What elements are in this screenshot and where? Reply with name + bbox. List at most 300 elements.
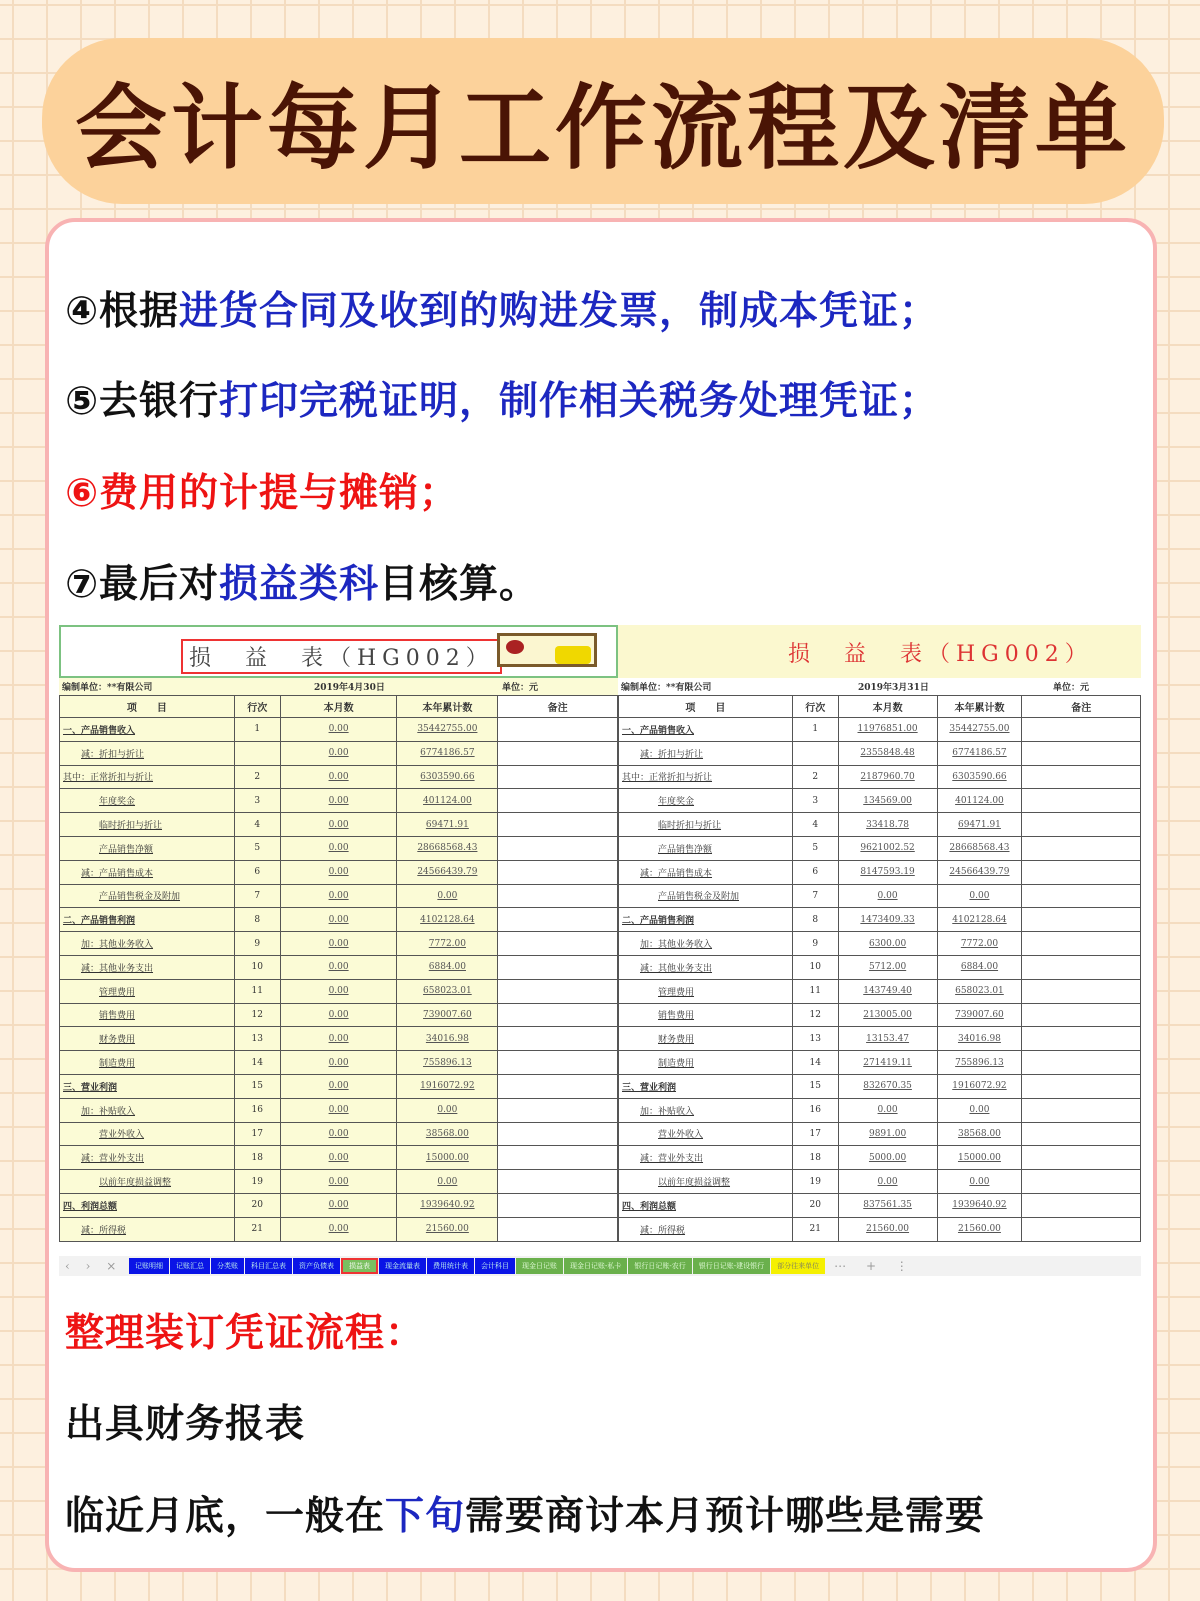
- item-cell[interactable]: 临时折扣与折让: [619, 813, 793, 837]
- row-number-cell[interactable]: 20: [792, 1193, 838, 1217]
- note-cell[interactable]: [1022, 1074, 1141, 1098]
- row-number-cell[interactable]: 6: [792, 860, 838, 884]
- note-cell[interactable]: [1022, 1122, 1141, 1146]
- month-amount-cell[interactable]: 837561.35: [838, 1193, 937, 1217]
- row-number-cell[interactable]: 14: [234, 1051, 280, 1075]
- item-cell[interactable]: 三、营业利润: [60, 1074, 235, 1098]
- row-number-cell[interactable]: 1: [792, 718, 838, 742]
- ytd-amount-cell[interactable]: 28668568.43: [937, 836, 1022, 860]
- note-cell[interactable]: [498, 1217, 618, 1241]
- item-cell[interactable]: 产品销售税金及附加: [619, 884, 793, 908]
- note-cell[interactable]: [498, 1027, 618, 1051]
- month-amount-cell[interactable]: 0.00: [280, 884, 397, 908]
- ytd-amount-cell[interactable]: 34016.98: [937, 1027, 1022, 1051]
- table-row: [60, 741, 618, 765]
- note-cell[interactable]: [498, 1146, 618, 1170]
- note-cell[interactable]: [498, 1074, 618, 1098]
- month-amount-cell[interactable]: 0.00: [280, 1122, 397, 1146]
- note-cell[interactable]: [1022, 1170, 1141, 1194]
- sheet-nav-buttons[interactable]: ‹ › ×: [65, 1259, 123, 1273]
- sheet-tab[interactable]: 费用统计表: [427, 1258, 474, 1274]
- column-header: 备注: [498, 696, 618, 718]
- ytd-amount-cell[interactable]: 38568.00: [937, 1122, 1022, 1146]
- month-amount-cell[interactable]: 0.00: [280, 932, 397, 956]
- row-number-cell[interactable]: 21: [792, 1217, 838, 1241]
- spreadsheet-screenshot: [59, 625, 1141, 1276]
- row-number-cell[interactable]: 14: [792, 1051, 838, 1075]
- table-row: [60, 765, 618, 789]
- month-amount-cell[interactable]: 0.00: [280, 908, 397, 932]
- item-cell[interactable]: 其中：正常折扣与折让: [619, 765, 793, 789]
- row-number-cell[interactable]: 4: [234, 813, 280, 837]
- table-row: [619, 836, 1141, 860]
- table-row: [619, 1074, 1141, 1098]
- month-amount-cell[interactable]: 213005.00: [838, 1003, 937, 1027]
- item-cell[interactable]: 三、营业利润: [619, 1074, 793, 1098]
- table-row: [619, 955, 1141, 979]
- item-cell[interactable]: 加：补贴收入: [619, 1098, 793, 1122]
- note-cell[interactable]: [498, 1003, 618, 1027]
- note-cell[interactable]: [498, 955, 618, 979]
- ytd-amount-cell[interactable]: 24566439.79: [397, 860, 498, 884]
- month-amount-cell[interactable]: 0.00: [280, 860, 397, 884]
- sheet-tab[interactable]: 现金日记账-私卡: [564, 1258, 627, 1274]
- add-sheet-button[interactable]: ⋯ + ⋮: [834, 1259, 916, 1273]
- row-number-cell[interactable]: 8: [792, 908, 838, 932]
- row-number-cell[interactable]: 7: [792, 884, 838, 908]
- column-header: 本年累计数: [397, 696, 498, 718]
- table-row: [619, 1098, 1141, 1122]
- note-cell[interactable]: [1022, 884, 1141, 908]
- item-cell[interactable]: 减：所得税: [60, 1217, 235, 1241]
- item-cell[interactable]: 减：其他业务支出: [60, 955, 235, 979]
- item-cell[interactable]: 财务费用: [60, 1027, 235, 1051]
- row-number-cell[interactable]: 3: [234, 789, 280, 813]
- row-number-cell[interactable]: 2: [792, 765, 838, 789]
- item-cell[interactable]: 四、利润总额: [60, 1193, 235, 1217]
- table-row: [619, 860, 1141, 884]
- item-cell[interactable]: 减：营业外支出: [619, 1146, 793, 1170]
- row-number-cell[interactable]: 19: [792, 1170, 838, 1194]
- table-row: [60, 1217, 618, 1241]
- text-segment: 整理装订凭证流程：: [65, 1311, 426, 1356]
- month-amount-cell[interactable]: 0.00: [838, 1170, 937, 1194]
- text-line: [65, 553, 539, 609]
- row-number-cell[interactable]: 19: [234, 1170, 280, 1194]
- table-row: [619, 1170, 1141, 1194]
- ytd-amount-cell[interactable]: 1916072.92: [397, 1074, 498, 1098]
- column-header: 项 目: [60, 696, 235, 718]
- month-amount-cell[interactable]: 0.00: [280, 955, 397, 979]
- ytd-amount-cell[interactable]: 7772.00: [937, 932, 1022, 956]
- item-cell[interactable]: 减：营业外支出: [60, 1146, 235, 1170]
- table-row: [619, 765, 1141, 789]
- month-amount-cell[interactable]: 0.00: [280, 836, 397, 860]
- note-cell[interactable]: [498, 836, 618, 860]
- table-row: [619, 908, 1141, 932]
- table-row: [60, 979, 618, 1003]
- item-cell[interactable]: 制造费用: [60, 1051, 235, 1075]
- row-number-cell[interactable]: 17: [234, 1122, 280, 1146]
- ytd-amount-cell[interactable]: 38568.00: [397, 1122, 498, 1146]
- item-cell[interactable]: 其中：正常折扣与折让: [60, 765, 235, 789]
- column-header: 行次: [234, 696, 280, 718]
- row-number-cell[interactable]: 13: [234, 1027, 280, 1051]
- row-number-cell[interactable]: 16: [792, 1098, 838, 1122]
- row-number-cell[interactable]: 6: [234, 860, 280, 884]
- sheet-tab-bar: [59, 1256, 1141, 1276]
- ytd-amount-cell[interactable]: 15000.00: [397, 1146, 498, 1170]
- month-amount-cell[interactable]: 0.00: [280, 1051, 397, 1075]
- month-amount-cell[interactable]: 134569.00: [838, 789, 937, 813]
- row-number-cell[interactable]: 8: [234, 908, 280, 932]
- ytd-amount-cell[interactable]: 21560.00: [937, 1217, 1022, 1241]
- ytd-amount-cell[interactable]: 35442755.00: [937, 718, 1022, 742]
- table-row: [619, 813, 1141, 837]
- note-cell[interactable]: [1022, 813, 1141, 837]
- item-cell[interactable]: 财务费用: [619, 1027, 793, 1051]
- month-amount-cell[interactable]: 0.00: [280, 789, 397, 813]
- row-number-cell[interactable]: 18: [792, 1146, 838, 1170]
- sheet-title: 损 益 表（HG002）: [788, 642, 1093, 667]
- item-cell[interactable]: 一、产品销售收入: [619, 718, 793, 742]
- table-row: [60, 932, 618, 956]
- table-row: [619, 1217, 1141, 1241]
- row-number-cell[interactable]: 10: [234, 955, 280, 979]
- row-number-cell[interactable]: 11: [792, 979, 838, 1003]
- month-amount-cell[interactable]: 271419.11: [838, 1051, 937, 1075]
- ytd-amount-cell[interactable]: 658023.01: [397, 979, 498, 1003]
- note-cell[interactable]: [1022, 836, 1141, 860]
- month-amount-cell[interactable]: 21560.00: [838, 1217, 937, 1241]
- item-cell[interactable]: 减：产品销售成本: [60, 860, 235, 884]
- sheet-tab[interactable]: 损益表: [341, 1258, 378, 1274]
- row-number-cell[interactable]: 11: [234, 979, 280, 1003]
- note-cell[interactable]: [1022, 718, 1141, 742]
- ytd-amount-cell[interactable]: 6884.00: [397, 955, 498, 979]
- ytd-amount-cell[interactable]: 6303590.66: [937, 765, 1022, 789]
- text-line: [65, 1485, 985, 1541]
- sheet-tab[interactable]: 银行日记账-建设银行: [693, 1258, 770, 1274]
- ytd-amount-cell[interactable]: 0.00: [937, 1098, 1022, 1122]
- row-number-cell[interactable]: 7: [234, 884, 280, 908]
- month-amount-cell[interactable]: 0.00: [280, 1146, 397, 1170]
- text-segment: 出具财务报表: [65, 1402, 306, 1447]
- item-cell[interactable]: 产品销售税金及附加: [60, 884, 235, 908]
- table-row: [60, 1003, 618, 1027]
- note-cell[interactable]: [1022, 1098, 1141, 1122]
- table-row: [60, 836, 618, 860]
- ytd-amount-cell[interactable]: 34016.98: [397, 1027, 498, 1051]
- month-amount-cell[interactable]: 0.00: [280, 741, 397, 765]
- note-cell[interactable]: [1022, 1217, 1141, 1241]
- ytd-amount-cell[interactable]: 4102128.64: [397, 908, 498, 932]
- ytd-amount-cell[interactable]: 0.00: [397, 1170, 498, 1194]
- note-cell[interactable]: [1022, 932, 1141, 956]
- ytd-amount-cell[interactable]: 24566439.79: [937, 860, 1022, 884]
- month-amount-cell[interactable]: 0.00: [280, 1098, 397, 1122]
- month-amount-cell[interactable]: 11976851.00: [838, 718, 937, 742]
- ytd-amount-cell[interactable]: 739007.60: [397, 1003, 498, 1027]
- item-cell[interactable]: 减：所得税: [619, 1217, 793, 1241]
- table-row: [60, 884, 618, 908]
- table-row: [619, 741, 1141, 765]
- row-number-cell[interactable]: 21: [234, 1217, 280, 1241]
- month-amount-cell[interactable]: 33418.78: [838, 813, 937, 837]
- table-row: [619, 1003, 1141, 1027]
- sheet-tab[interactable]: 记账明细: [129, 1258, 169, 1274]
- item-cell[interactable]: 销售费用: [619, 1003, 793, 1027]
- row-number-cell[interactable]: 12: [234, 1003, 280, 1027]
- currency-unit: 单位：元: [502, 683, 539, 693]
- item-cell[interactable]: 营业外收入: [619, 1122, 793, 1146]
- table-row: [60, 789, 618, 813]
- table-row: [60, 1146, 618, 1170]
- month-amount-cell[interactable]: 832670.35: [838, 1074, 937, 1098]
- note-cell[interactable]: [498, 1170, 618, 1194]
- row-number-cell[interactable]: 2: [234, 765, 280, 789]
- table-row: [60, 860, 618, 884]
- month-amount-cell[interactable]: 6300.00: [838, 932, 937, 956]
- month-amount-cell[interactable]: 0.00: [280, 979, 397, 1003]
- month-amount-cell[interactable]: 0.00: [280, 765, 397, 789]
- ytd-amount-cell[interactable]: 755896.13: [937, 1051, 1022, 1075]
- month-amount-cell[interactable]: 0.00: [280, 1003, 397, 1027]
- note-cell[interactable]: [1022, 1003, 1141, 1027]
- sheet-tab[interactable]: 记账汇总: [170, 1258, 210, 1274]
- note-cell[interactable]: [1022, 860, 1141, 884]
- ytd-amount-cell[interactable]: 1939640.92: [937, 1193, 1022, 1217]
- ytd-amount-cell[interactable]: 0.00: [397, 1098, 498, 1122]
- row-number-cell[interactable]: 15: [792, 1074, 838, 1098]
- month-amount-cell[interactable]: 2355848.48: [838, 741, 937, 765]
- row-number-cell[interactable]: 3: [792, 789, 838, 813]
- note-cell[interactable]: [1022, 765, 1141, 789]
- month-amount-cell[interactable]: 0.00: [280, 1193, 397, 1217]
- sheet-tab[interactable]: 分类账: [211, 1258, 244, 1274]
- row-number-cell[interactable]: 4: [792, 813, 838, 837]
- month-amount-cell[interactable]: 0.00: [838, 1098, 937, 1122]
- item-cell[interactable]: 加：补贴收入: [60, 1098, 235, 1122]
- note-cell[interactable]: [498, 741, 618, 765]
- row-number-cell[interactable]: 1: [234, 718, 280, 742]
- item-cell[interactable]: 年度奖金: [60, 789, 235, 813]
- item-cell[interactable]: 减：折扣与折让: [619, 741, 793, 765]
- note-cell[interactable]: [1022, 979, 1141, 1003]
- month-amount-cell[interactable]: 8147593.19: [838, 860, 937, 884]
- note-cell[interactable]: [498, 884, 618, 908]
- item-cell[interactable]: 减：其他业务支出: [619, 955, 793, 979]
- item-cell[interactable]: 以前年度损益调整: [619, 1170, 793, 1194]
- sheet-tab[interactable]: 会计科目: [475, 1258, 515, 1274]
- text-segment: ⑤去银行: [65, 379, 220, 424]
- month-amount-cell[interactable]: 2187960.70: [838, 765, 937, 789]
- item-cell[interactable]: 临时折扣与折让: [60, 813, 235, 837]
- note-cell[interactable]: [498, 932, 618, 956]
- item-cell[interactable]: 管理费用: [619, 979, 793, 1003]
- note-cell[interactable]: [498, 1193, 618, 1217]
- item-cell[interactable]: 以前年度损益调整: [60, 1170, 235, 1194]
- ytd-amount-cell[interactable]: 21560.00: [397, 1217, 498, 1241]
- item-cell[interactable]: 一、产品销售收入: [60, 718, 235, 742]
- note-cell[interactable]: [498, 765, 618, 789]
- text-segment: 进货合同及收到的购进发票，制成本凭证；: [179, 289, 940, 334]
- text-line: [65, 1302, 425, 1358]
- month-amount-cell[interactable]: 0.00: [838, 884, 937, 908]
- month-amount-cell[interactable]: 0.00: [280, 1074, 397, 1098]
- text-line: [65, 370, 939, 426]
- row-number-cell[interactable]: 18: [234, 1146, 280, 1170]
- ytd-amount-cell[interactable]: 6774186.57: [937, 741, 1022, 765]
- note-cell[interactable]: [498, 789, 618, 813]
- table-row: [619, 718, 1141, 742]
- ytd-amount-cell[interactable]: 1916072.92: [937, 1074, 1022, 1098]
- month-amount-cell[interactable]: 5000.00: [838, 1146, 937, 1170]
- table-row: [619, 884, 1141, 908]
- column-header: 本年累计数: [937, 696, 1022, 718]
- row-number-cell[interactable]: 5: [234, 836, 280, 860]
- item-cell[interactable]: 减：折扣与折让: [60, 741, 235, 765]
- ytd-amount-cell[interactable]: 6303590.66: [397, 765, 498, 789]
- note-cell[interactable]: [1022, 955, 1141, 979]
- table-row: [619, 789, 1141, 813]
- month-amount-cell[interactable]: 13153.47: [838, 1027, 937, 1051]
- ytd-amount-cell[interactable]: 6774186.57: [397, 741, 498, 765]
- month-amount-cell[interactable]: 0.00: [280, 1027, 397, 1051]
- table-row: [60, 1193, 618, 1217]
- month-amount-cell[interactable]: 0.00: [280, 718, 397, 742]
- sheet-tab[interactable]: 科目汇总表: [245, 1258, 292, 1274]
- table-row: [619, 1027, 1141, 1051]
- note-cell[interactable]: [498, 908, 618, 932]
- text-segment: 目核算。: [379, 562, 540, 607]
- item-cell[interactable]: 二、产品销售利润: [619, 908, 793, 932]
- note-cell[interactable]: [498, 813, 618, 837]
- ytd-amount-cell[interactable]: 401124.00: [937, 789, 1022, 813]
- table-row: [60, 813, 618, 837]
- month-amount-cell[interactable]: 0.00: [280, 1217, 397, 1241]
- note-cell[interactable]: [1022, 789, 1141, 813]
- row-number-cell[interactable]: 9: [792, 932, 838, 956]
- note-cell[interactable]: [1022, 1193, 1141, 1217]
- month-amount-cell[interactable]: 0.00: [280, 813, 397, 837]
- table-row: [619, 932, 1141, 956]
- note-cell[interactable]: [498, 1051, 618, 1075]
- note-cell[interactable]: [1022, 1146, 1141, 1170]
- row-number-cell[interactable]: 20: [234, 1193, 280, 1217]
- note-cell[interactable]: [1022, 908, 1141, 932]
- row-number-cell[interactable]: [234, 741, 280, 765]
- note-cell[interactable]: [498, 979, 618, 1003]
- item-cell[interactable]: 加：其他业务收入: [60, 932, 235, 956]
- table-row: [60, 908, 618, 932]
- sheet-tab[interactable]: 现金流量表: [379, 1258, 426, 1274]
- month-amount-cell[interactable]: 9621002.52: [838, 836, 937, 860]
- note-cell[interactable]: [498, 718, 618, 742]
- month-amount-cell[interactable]: 143749.40: [838, 979, 937, 1003]
- ytd-amount-cell[interactable]: 0.00: [937, 1170, 1022, 1194]
- income-statement-april: [59, 625, 618, 1242]
- note-cell[interactable]: [498, 860, 618, 884]
- item-cell[interactable]: 产品销售净额: [619, 836, 793, 860]
- page-title: 会计每月工作流程及清单: [74, 75, 1131, 182]
- table-row: [60, 718, 618, 742]
- ytd-amount-cell[interactable]: 69471.91: [937, 813, 1022, 837]
- ytd-amount-cell[interactable]: 658023.01: [937, 979, 1022, 1003]
- sheet-tab[interactable]: 现金日记账: [516, 1258, 563, 1274]
- item-cell[interactable]: 营业外收入: [60, 1122, 235, 1146]
- ytd-amount-cell[interactable]: 7772.00: [397, 932, 498, 956]
- currency-unit: 单位：元: [1053, 683, 1090, 693]
- item-cell[interactable]: 减：产品销售成本: [619, 860, 793, 884]
- item-cell[interactable]: 加：其他业务收入: [619, 932, 793, 956]
- table-row: [619, 1146, 1141, 1170]
- ytd-amount-cell[interactable]: 0.00: [397, 884, 498, 908]
- sheet-tab[interactable]: 银行日记账-农行: [628, 1258, 691, 1274]
- sheet-tab[interactable]: 资产负债表: [293, 1258, 340, 1274]
- item-cell[interactable]: 制造费用: [619, 1051, 793, 1075]
- logo-image: [497, 633, 597, 667]
- note-cell[interactable]: [1022, 741, 1141, 765]
- text-line: [65, 462, 459, 518]
- row-number-cell[interactable]: 10: [792, 955, 838, 979]
- title-banner: [42, 38, 1164, 204]
- ytd-amount-cell[interactable]: 35442755.00: [397, 718, 498, 742]
- month-amount-cell[interactable]: 0.00: [280, 1170, 397, 1194]
- table-row: [60, 1074, 618, 1098]
- row-number-cell[interactable]: 15: [234, 1074, 280, 1098]
- ytd-amount-cell[interactable]: 1939640.92: [397, 1193, 498, 1217]
- item-cell[interactable]: 二、产品销售利润: [60, 908, 235, 932]
- table-row: [619, 1122, 1141, 1146]
- table-row: [60, 1170, 618, 1194]
- row-number-cell[interactable]: 16: [234, 1098, 280, 1122]
- month-amount-cell[interactable]: 5712.00: [838, 955, 937, 979]
- ytd-amount-cell[interactable]: 401124.00: [397, 789, 498, 813]
- item-cell[interactable]: 年度奖金: [619, 789, 793, 813]
- row-number-cell[interactable]: 17: [792, 1122, 838, 1146]
- month-amount-cell[interactable]: 9891.00: [838, 1122, 937, 1146]
- ytd-amount-cell[interactable]: 4102128.64: [937, 908, 1022, 932]
- column-header: 行次: [792, 696, 838, 718]
- item-cell[interactable]: 四、利润总额: [619, 1193, 793, 1217]
- note-cell[interactable]: [1022, 1051, 1141, 1075]
- row-number-cell[interactable]: 12: [792, 1003, 838, 1027]
- ytd-amount-cell[interactable]: 28668568.43: [397, 836, 498, 860]
- ytd-amount-cell[interactable]: 6884.00: [937, 955, 1022, 979]
- item-cell[interactable]: 产品销售净额: [60, 836, 235, 860]
- report-date: 2019年4月30日: [314, 683, 385, 693]
- ytd-amount-cell[interactable]: 0.00: [937, 884, 1022, 908]
- sheet-tab[interactable]: 部分往来单位: [771, 1258, 825, 1274]
- row-number-cell[interactable]: 5: [792, 836, 838, 860]
- month-amount-cell[interactable]: 1473409.33: [838, 908, 937, 932]
- row-number-cell[interactable]: [792, 741, 838, 765]
- row-number-cell[interactable]: 9: [234, 932, 280, 956]
- ytd-amount-cell[interactable]: 739007.60: [937, 1003, 1022, 1027]
- ytd-amount-cell[interactable]: 69471.91: [397, 813, 498, 837]
- note-cell[interactable]: [498, 1122, 618, 1146]
- ytd-amount-cell[interactable]: 755896.13: [397, 1051, 498, 1075]
- note-cell[interactable]: [498, 1098, 618, 1122]
- column-header: 本月数: [280, 696, 397, 718]
- item-cell[interactable]: 销售费用: [60, 1003, 235, 1027]
- note-cell[interactable]: [1022, 1027, 1141, 1051]
- row-number-cell[interactable]: 13: [792, 1027, 838, 1051]
- ytd-amount-cell[interactable]: 15000.00: [937, 1146, 1022, 1170]
- table-row: [60, 1098, 618, 1122]
- item-cell[interactable]: 管理费用: [60, 979, 235, 1003]
